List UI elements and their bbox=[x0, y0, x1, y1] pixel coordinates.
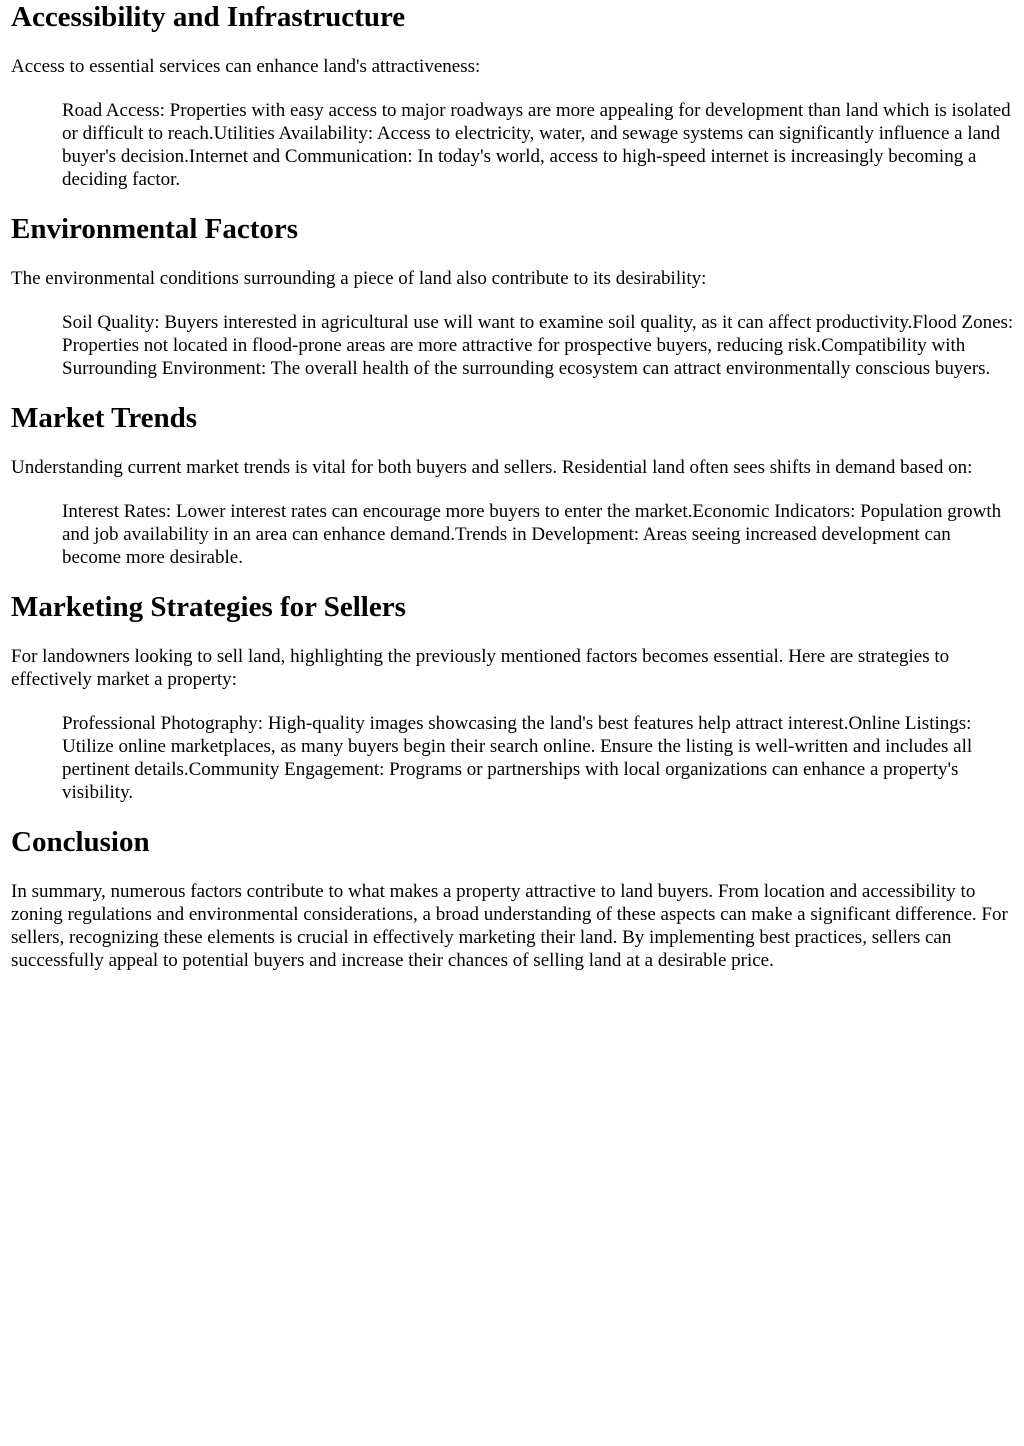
section-heading: Conclusion bbox=[11, 826, 150, 858]
section-accessibility bbox=[11, 0, 1014, 212]
section-quote: Interest Rates: Lower interest rates can encourage more buyers to enter the market.Economic Indicators: Population growth and job availability in an area can enhance demand.Trends in Development: Areas seeing increased development can become more desirable. bbox=[62, 501, 1002, 568]
section-market-trends bbox=[11, 401, 1014, 590]
section-marketing-strategies bbox=[11, 590, 1014, 825]
section-conclusion bbox=[11, 825, 1014, 972]
section-heading: Marketing Strategies for Sellers bbox=[11, 591, 406, 623]
section-intro: Understanding current market trends is vital for both buyers and sellers. Residential land often sees shifts in demand based on: bbox=[11, 457, 973, 478]
section-intro: The environmental conditions surrounding a piece of land also contribute to its desirability: bbox=[11, 268, 707, 289]
section-quote: Road Access: Properties with easy access to major roadways are more appealing for development than land which is isolated or difficult to reach.Utilities Availability: Access to electricity, water, and sewage systems can significantly influence a land buyer's decision.Internet and Communication: In today's world, access to high-speed internet is increasingly becoming a deciding factor. bbox=[62, 100, 1011, 190]
section-quote: Soil Quality: Buyers interested in agricultural use will want to examine soil quality, as it can affect productivity.Flood Zones: Properties not located in flood-prone areas are more attractive for prospective buyers, reducing risk.Compatibility with Surrounding Environment: The overall health of the surrounding ecosystem can attract environmentally conscious buyers. bbox=[62, 312, 1014, 379]
section-heading: Market Trends bbox=[11, 402, 198, 434]
section-heading: Environmental Factors bbox=[11, 213, 299, 245]
section-intro: In summary, numerous factors contribute to what makes a property attractive to land buyers. From location and accessibility to zoning regulations and environmental considerations, a broad understanding of these aspects can make a significant difference. For sellers, recognizing these elements is crucial in effectively marketing their land. By implementing best practices, sellers can successfully appeal to potential buyers and increase their chances of selling land at a desirable price. bbox=[11, 881, 1008, 971]
section-environmental bbox=[11, 212, 1014, 401]
section-quote: Professional Photography: High-quality images showcasing the land's best features help attract interest.Online Listings: Utilize online marketplaces, as many buyers begin their search online. Ensure the listing is well-written and includes all pertinent details.Community Engagement: Programs or partnerships with local organizations can enhance a property's visibility. bbox=[62, 713, 973, 803]
section-intro: For landowners looking to sell land, highlighting the previously mentioned factors becomes essential. Here are strategies to effectively market a property: bbox=[11, 646, 950, 690]
section-heading: Accessibility and Infrastructure bbox=[11, 1, 406, 33]
section-intro: Access to essential services can enhance land's attractiveness: bbox=[11, 56, 481, 77]
